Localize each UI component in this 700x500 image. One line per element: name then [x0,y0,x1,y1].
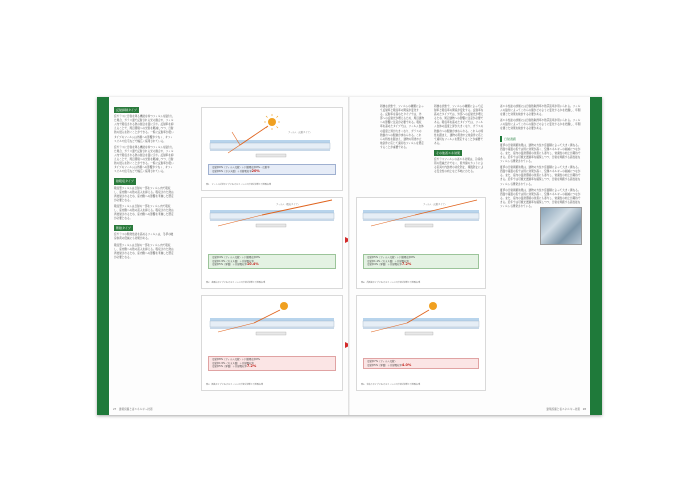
scale-label [256,332,286,335]
highlight-value: 10.4% [246,262,259,267]
figure-5 [356,295,486,391]
body-text: 吸収型フィルムは日射の一部をフィルム内で吸収し、室内側への熱の流入を抑える。吸収された熱は再放射されるため、室内側への影響を考慮した選定が必要となる。 [114,204,174,221]
left-margin-bar [97,97,109,415]
highlight-value: 7.2% [401,262,412,267]
highlight-value: 4.0% [401,362,412,367]
scale-label [256,154,286,157]
body-text: 省エネ性能の評価には日射熱取得率や熱貫流率が用いられる。フィルムの貼付によってこれらの値がどのように変化するかを把握し、年間を通じた効果を検討する必要がある。 [500,119,581,131]
figure-caption: 図2 熱吸収タイプにおけるフィルムの日射反射率と日射吸収率 [206,282,266,284]
leader-label: フィルム（反射タイプ） [288,131,312,134]
film-layer [210,318,334,321]
glass-layer [210,213,334,219]
result-row: 反射率5%（界面）＋日射吸収率 [212,263,247,267]
glass-layer [210,321,334,327]
result-row: 反射率7%（フィルム反射） [367,360,397,363]
figure-caption: 図4 高断熱タイプにおけるフィルムの日射反射率と日射吸収率 [361,282,421,284]
figure-4 [356,197,486,289]
highlight-value: 7.2% [246,364,257,369]
glass-layer [210,219,334,221]
result-row: 反射率4%（界面）＋日射吸収率 [367,263,402,267]
result-row: 反射率1.5%（ガラス面）＋日射吸収率 [212,361,254,365]
result-row: 反射率0%（フィルム反射）＋日射吸収率0% [212,166,260,169]
film-layer [363,318,479,321]
glass-film-diagram [202,296,342,390]
figure-caption: 図3 断熱タイプにおけるフィルムの日射反射率と日射吸収率 [206,384,264,386]
result-row: 反射率4%（フィルム反射）＋日射吸収率0% [212,256,260,259]
highlight-value: 20% [251,168,260,173]
glass-layer [210,143,330,149]
section-heading: 断熱タイプ [116,226,131,231]
magazine-spread [97,97,602,415]
film-layer [363,210,479,213]
left-text-column [114,105,174,262]
result-box [208,254,336,269]
page-folio: 建築設備と省エネルギー技術 28 [546,408,586,411]
section-heading: 日射遮蔽 [500,136,518,142]
section-heading: 熱吸収タイプ [116,179,134,184]
right-sidebar-column [500,105,582,211]
body-text: 夏季の日射遮蔽効果は、建物の方位や窓面積によって大きく異なる。西面や南面の窓では特に効果が高く、空調エネルギーの削減につながる。また、室内の温熱環境の改善にも寄与し、快適性の向上が期待できる。近年では可視光透過率を確保しつつ、日射を遮蔽する高性能なフィルムも開発されている。 [500,166,581,186]
figure-caption: 図5 外貼りタイプにおけるフィルムの日射反射率と日射吸収率 [361,384,421,386]
scale-label [405,332,433,335]
result-row: 反射率5%（界面）＋日射吸収率 [212,365,247,369]
sun-icon [429,302,437,310]
glass-layer [363,219,479,221]
page-folio: 27 建築設備と省エネルギー技術 [113,408,153,411]
sun-icon [280,302,288,310]
result-row: 反射率6% [212,169,223,173]
body-text: 同様な状態で、フィルムの種類によって反射率と吸収率の関係が変化する。反射率を高めたタイプでは、外部への反射光が増えるため、周辺建物への影響に注意が必要である。吸収率を高めたタイプでは、フィルム自体の温度上昇が大きくなり、ガラスの熱割れへの配慮が求められる。これらの特性を踏まえ、建物の用途や立地条件に応じて適切なフィルムを選定することが重要である。 [434,105,484,145]
body-text: 窓ガラスフィルムの省エネ効果は、冷房負荷の低減だけでなく、紫外線のカットによる家具や内装材の劣化防止、飛散防止による安全性の向上など多岐にわたる。 [434,158,484,174]
glass-film-diagram [202,108,342,190]
glass-layer [363,321,479,327]
result-box [208,356,336,371]
section-heading: 反射抑制タイプ [116,108,137,112]
body-text: 窓ガラスに日射を遮る機能を持つフィルムを貼付した場合、ガラス面で反射される光の割合や、フィルム内で吸収される熱の割合を図に示す。反射率を抑えることで、周辺環境への光害を軽減しつつ、日射熱の侵入を防ぐことができる。一般に反射率が低いタイプのフィルムは外観への影響が少なく、オフィスビルや住宅などで幅広く採用されている。 [114,145,174,174]
glass-layer [210,149,330,151]
body-text: 吸収型フィルムは日射の一部をフィルム内で吸収し、室内側への熱の流入を抑える。吸収された熱は再放射されるため、室内側への影響を考慮した選定が必要となる。 [114,186,174,202]
scale-label [405,224,433,227]
result-row: 反射率5%（フィルム反射）＋日射吸収率0% [367,256,415,259]
result-row: （ガラス面）＋日射吸収率 [222,169,252,173]
right-text-column-1 [380,105,424,152]
leader-label: フィルム（吸収タイプ） [276,203,300,206]
figure-1 [201,107,343,191]
left-page [97,97,349,415]
glass-film-diagram [357,198,485,288]
result-box: 反射率0%（フィルム反射）＋日射吸収率0%－反射率 反射率6%（ガラス面）＋日射吸収率20% [208,164,336,175]
result-row: 反射率 [262,166,270,169]
leader-label: フィルム（反射タイプ） [423,203,447,206]
glass-film-diagram [357,296,485,390]
result-box [363,358,479,369]
section-heading: その他省エネ効果 [436,150,461,155]
body-text: 吸収型フィルムは日射の一部をフィルム内で吸収し、室内側への熱の流入を抑える。吸収された熱は再放射されるため、室内側への影響を考慮した選定が必要となる。 [114,243,174,259]
right-margin-bar [590,97,602,415]
figure-2 [201,197,343,289]
glass-layer [210,327,334,329]
right-page [350,97,602,415]
body-text: 夏季の日射遮蔽効果は、建物の方位や窓面積によって大きく異なる。西面や南面の窓では特に効果が高く、空調エネルギーの削減につながる。また、室内の温熱環境の改善にも寄与し、快適性の向上が期待できる。近年では可視光透過率を確保しつつ、日射を遮蔽する高性能なフィルムも開発されている。 [500,143,581,164]
inset-photo [540,207,582,245]
result-row: 反射率5%（界面）＋日射吸収率 [367,363,402,367]
film-layer [210,140,330,143]
result-row: 反射率1.1%（ガラス面）＋日射吸収率 [367,259,409,263]
figure-3 [201,295,343,391]
body-text: 窓ガラスの断熱性能を高めるフィルムは、冬季の暖房負荷の低減にも効果がある。 [114,233,174,241]
result-row: 反射率1.5%（ガラス面）＋日射吸収率 [212,259,254,263]
result-box [363,254,479,269]
scale-label [256,224,286,227]
right-text-column-2 [434,105,484,176]
body-text: 省エネ性能の評価には日射熱取得率や熱貫流率が用いられる。フィルムの貼付によってこれらの値がどのように変化するかを把握し、年間を通じた効果を検討する必要がある。 [500,105,581,117]
figure-caption: 図1 フィルム反射タイプにおけるフィルムの日射反射率と日射吸収率 [206,184,272,186]
glass-film-diagram [202,198,342,288]
body-text: 窓ガラスに日射を遮る機能を持つフィルムを貼付した場合、ガラス面で反射される光の割合や、フィルム内で吸収される熱の割合を図に示す。反射率を抑えることで、周辺環境への光害を軽減しつつ、日射熱の侵入を防ぐことができる。一般に反射率が低いタイプのフィルムは外観への影響が少なく、オフィスビルや住宅などで幅広く採用されている。 [114,115,174,143]
body-text: 同様な状態で、フィルムの種類によって反射率と吸収率の関係が変化する。反射率を高めたタイプでは、外部への反射光が増えるため、周辺建物への影響に注意が必要である。吸収率を高めたタイプでは、フィルム自体の温度上昇が大きくなり、ガラスの熱割れへの配慮が求められる。これらの特性を踏まえ、建物の用途や立地条件に応じて適切なフィルムを選定することが重要である。 [380,105,424,149]
glass-layer [363,327,479,329]
result-row: 反射率8%（フィルム反射）＋日射吸収率0% [212,358,260,361]
body-text: 夏季の日射遮蔽効果は、建物の方位や窓面積によって大きく異なる。西面や南面の窓では特に効果が高く、空調エネルギーの削減につながる。また、室内の温熱環境の改善にも寄与し、快適性の向上が期待できる。近年では可視光透過率を確保しつつ、日射を遮蔽する高性能なフィルムも開発されている。 [500,188,581,208]
